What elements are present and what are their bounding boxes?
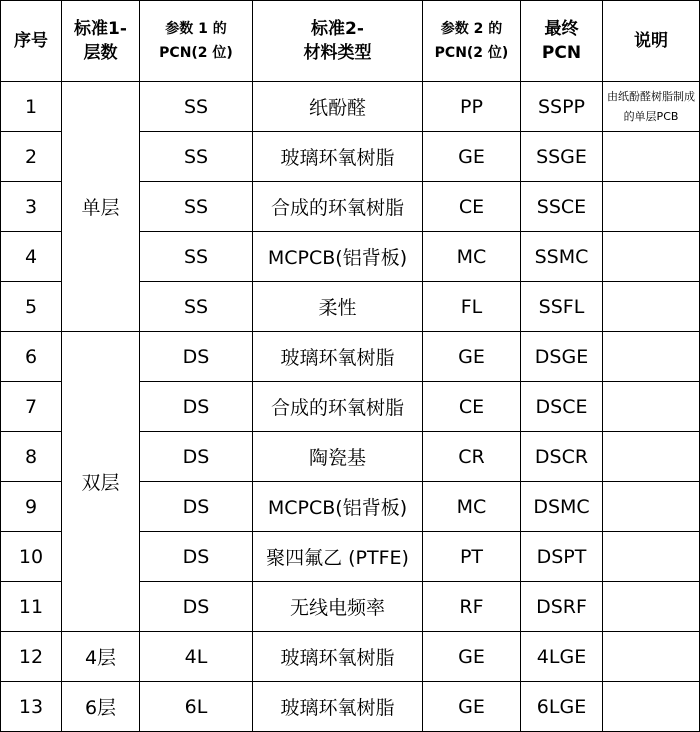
cell-seq: 3 [1, 182, 62, 232]
cell-param1: DS [140, 382, 253, 432]
cell-param1: 6L [140, 682, 253, 732]
cell-material: 合成的环氧树脂 [253, 182, 423, 232]
cell-seq: 5 [1, 282, 62, 332]
cell-param2: FL [423, 282, 521, 332]
cell-final-pcn: 6LGE [521, 682, 603, 732]
cell-param1: SS [140, 282, 253, 332]
cell-param2: CE [423, 382, 521, 432]
cell-param1: SS [140, 82, 253, 132]
cell-param1: SS [140, 232, 253, 282]
cell-material: 合成的环氧树脂 [253, 382, 423, 432]
header-standard2 [253, 1, 423, 82]
header-note: 说明 [603, 1, 700, 82]
cell-seq: 12 [1, 632, 62, 682]
group-double-layer: 双层 [62, 332, 140, 632]
cell-note [603, 332, 700, 382]
cell-param2: GE [423, 332, 521, 382]
table-row [1, 332, 700, 382]
cell-note [603, 232, 700, 282]
cell-seq: 9 [1, 482, 62, 532]
cell-material: 玻璃环氧树脂 [253, 132, 423, 182]
cell-material: MCPCB(铝背板) [253, 232, 423, 282]
table-row [1, 82, 700, 132]
cell-note [603, 482, 700, 532]
cell-material: 柔性 [253, 282, 423, 332]
cell-param2: MC [423, 232, 521, 282]
cell-param1: DS [140, 582, 253, 632]
header-param2-line1: 参数 2 的 [440, 21, 503, 37]
cell-param2: MC [423, 482, 521, 532]
cell-param2: CE [423, 182, 521, 232]
header-final-line2: PCN [541, 43, 582, 63]
group-single-layer: 单层 [62, 82, 140, 332]
cell-note [603, 282, 700, 332]
header-standard2-line1: 标准2- [311, 19, 364, 39]
cell-seq: 6 [1, 332, 62, 382]
cell-final-pcn: SSMC [521, 232, 603, 282]
cell-final-pcn: SSGE [521, 132, 603, 182]
cell-param1: DS [140, 332, 253, 382]
cell-material: 纸酚醛 [253, 82, 423, 132]
cell-final-pcn: SSPP [521, 82, 603, 132]
cell-material: 玻璃环氧树脂 [253, 682, 423, 732]
cell-final-pcn: SSCE [521, 182, 603, 232]
cell-final-pcn: DSPT [521, 532, 603, 582]
header-param1 [140, 1, 253, 82]
cell-note: 由纸酚醛树脂制成的单层PCB [603, 82, 700, 132]
cell-seq: 8 [1, 432, 62, 482]
cell-param1: DS [140, 532, 253, 582]
cell-seq: 13 [1, 682, 62, 732]
cell-param2: CR [423, 432, 521, 482]
cell-param2: PT [423, 532, 521, 582]
cell-material: 玻璃环氧树脂 [253, 332, 423, 382]
cell-param1: 4L [140, 632, 253, 682]
header-param1-line1: 参数 1 的 [165, 21, 227, 37]
cell-seq: 2 [1, 132, 62, 182]
cell-param1: DS [140, 482, 253, 532]
cell-seq: 7 [1, 382, 62, 432]
cell-seq: 10 [1, 532, 62, 582]
cell-note [603, 382, 700, 432]
cell-seq: 1 [1, 82, 62, 132]
cell-param2: GE [423, 682, 521, 732]
cell-seq: 11 [1, 582, 62, 632]
header-standard1-line1: 标准1- [74, 19, 127, 39]
header-standard1 [62, 1, 140, 82]
header-param2-line2: PCN(2 位) [434, 45, 509, 61]
cell-param2: GE [423, 132, 521, 182]
cell-note [603, 432, 700, 482]
header-param1-line2: PCN(2 位) [159, 45, 233, 61]
table-row [1, 682, 700, 732]
cell-material: 聚四氟乙 (PTFE) [253, 532, 423, 582]
cell-param2: PP [423, 82, 521, 132]
cell-param1: SS [140, 132, 253, 182]
header-final-line1: 最终 [544, 19, 579, 39]
cell-final-pcn: DSGE [521, 332, 603, 382]
cell-final-pcn: DSRF [521, 582, 603, 632]
cell-material: MCPCB(铝背板) [253, 482, 423, 532]
cell-param2: RF [423, 582, 521, 632]
cell-note [603, 682, 700, 732]
cell-note [603, 582, 700, 632]
cell-param2: GE [423, 632, 521, 682]
cell-material: 陶瓷基 [253, 432, 423, 482]
cell-final-pcn: DSCR [521, 432, 603, 482]
header-seq: 序号 [1, 1, 62, 82]
header-row [1, 1, 700, 82]
cell-param1: DS [140, 432, 253, 482]
cell-final-pcn: SSFL [521, 282, 603, 332]
cell-final-pcn: DSMC [521, 482, 603, 532]
header-final-pcn [521, 1, 603, 82]
cell-seq: 4 [1, 232, 62, 282]
cell-final-pcn: DSCE [521, 382, 603, 432]
table-row [1, 632, 700, 682]
group-six-layer: 6层 [62, 682, 140, 732]
group-four-layer: 4层 [62, 632, 140, 682]
cell-param1: SS [140, 182, 253, 232]
header-param2 [423, 1, 521, 82]
cell-note [603, 182, 700, 232]
cell-note [603, 632, 700, 682]
cell-note [603, 532, 700, 582]
header-standard2-line2: 材料类型 [303, 43, 372, 63]
header-standard1-line2: 层数 [83, 43, 118, 63]
cell-material: 无线电频率 [253, 582, 423, 632]
cell-final-pcn: 4LGE [521, 632, 603, 682]
cell-material: 玻璃环氧树脂 [253, 632, 423, 682]
cell-note [603, 132, 700, 182]
